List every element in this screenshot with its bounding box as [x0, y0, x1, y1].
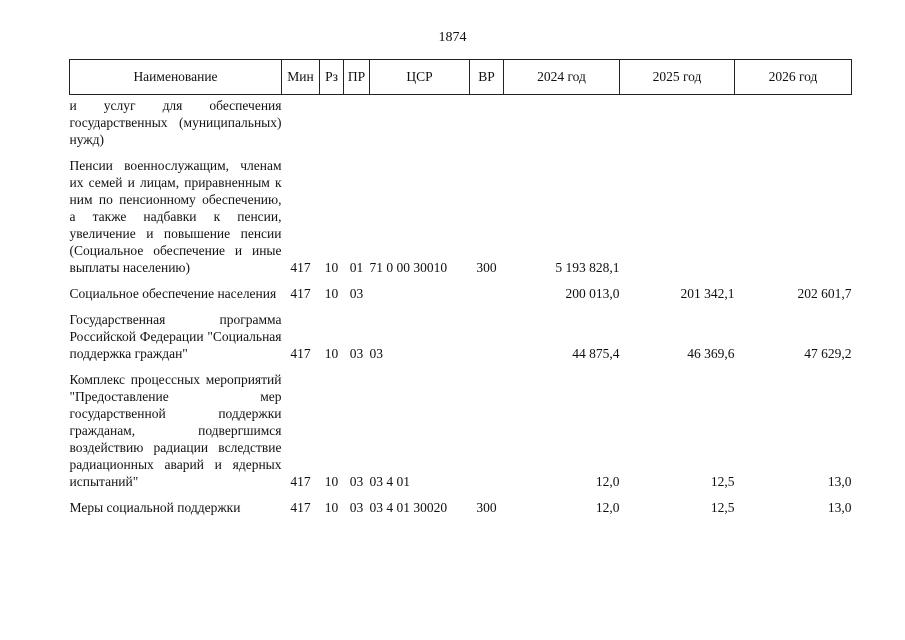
row-2024: 12,0 [595, 500, 620, 515]
table-row [70, 362, 852, 490]
row-min: 417 [290, 346, 311, 361]
header-2025: 2025 год [620, 60, 735, 95]
row-name: Социальное обеспечение населения [69, 286, 277, 301]
row-2026: 47 629,2 [804, 346, 852, 361]
header-pr: ПР [344, 60, 370, 95]
row-csr: 03 [369, 346, 383, 361]
row-vr: 300 [476, 260, 497, 275]
row-2025: 12,5 [710, 500, 735, 515]
row-2025: 201 342,1 [680, 286, 735, 301]
row-csr: 03 4 01 [369, 474, 410, 489]
row-name: Пенсии военнослужащим, членам их семей и лицам, приравненным к ним по пенсионному обеспечению, а также надбавки к пенсии, увеличение и повышение пенсии (Социальное обеспечение и иные выплаты населению) [69, 158, 282, 275]
row-pr: 03 [349, 500, 364, 515]
row-pr: 03 [349, 346, 364, 361]
header-csr: ЦСР [370, 60, 470, 95]
row-csr [370, 95, 470, 149]
row-rz: 10 [324, 474, 339, 489]
row-pr: 03 [349, 474, 364, 489]
row-vr [470, 362, 504, 490]
row-2024: 12,0 [595, 474, 620, 489]
row-2026 [735, 95, 852, 149]
row-pr [344, 95, 370, 149]
row-2024: 44 875,4 [572, 346, 620, 361]
row-name: и услуг для обеспечения государственных (муниципальных) нужд) [69, 98, 282, 147]
row-rz: 10 [324, 260, 339, 275]
header-2026: 2026 год [735, 60, 852, 95]
row-min: 417 [290, 260, 311, 275]
row-csr: 03 4 01 30020 [369, 500, 448, 515]
table-row [70, 148, 852, 276]
table-row [70, 490, 852, 516]
row-min [282, 95, 320, 149]
row-rz: 10 [324, 346, 339, 361]
row-2026: 13,0 [827, 500, 852, 515]
row-2025 [620, 148, 735, 276]
row-rz [320, 95, 344, 149]
row-2024: 5 193 828,1 [555, 260, 620, 275]
row-2026 [735, 148, 852, 276]
row-2025: 12,5 [710, 474, 735, 489]
row-vr [470, 95, 504, 149]
row-csr [370, 276, 470, 302]
budget-table [69, 59, 852, 516]
table-row [70, 95, 852, 149]
row-name: Меры социальной поддержки [69, 500, 241, 515]
row-vr [470, 302, 504, 362]
page-number: 1874 [438, 30, 467, 45]
row-2026: 202 601,7 [797, 286, 852, 301]
header-2024: 2024 год [504, 60, 620, 95]
table-row [70, 302, 852, 362]
table-row [70, 276, 852, 302]
row-vr [470, 276, 504, 302]
row-2025: 46 369,6 [687, 346, 735, 361]
row-name: Государственная программа Российской Федерации "Социальная поддержка граждан" [69, 312, 282, 361]
row-csr: 71 0 00 30010 [369, 260, 448, 275]
row-name: Комплекс процессных мероприятий "Предоставление мер государственной поддержки гражданам, подвергшимся воздействию радиации вследствие радиационных аварий и ядерных испытаний" [69, 372, 282, 489]
row-vr: 300 [476, 500, 497, 515]
table-header-row [70, 60, 852, 95]
header-min: Мин [282, 60, 320, 95]
header-rz: Рз [320, 60, 344, 95]
row-min: 417 [290, 286, 311, 301]
row-2024 [504, 95, 620, 149]
header-vr: ВР [470, 60, 504, 95]
row-2024: 200 013,0 [565, 286, 620, 301]
row-rz: 10 [324, 500, 339, 515]
row-pr: 03 [349, 286, 364, 301]
row-rz: 10 [324, 286, 339, 301]
row-min: 417 [290, 474, 311, 489]
row-2025 [620, 95, 735, 149]
header-name: Наименование [70, 60, 282, 95]
row-pr: 01 [349, 260, 364, 275]
row-min: 417 [290, 500, 311, 515]
row-2026: 13,0 [827, 474, 852, 489]
